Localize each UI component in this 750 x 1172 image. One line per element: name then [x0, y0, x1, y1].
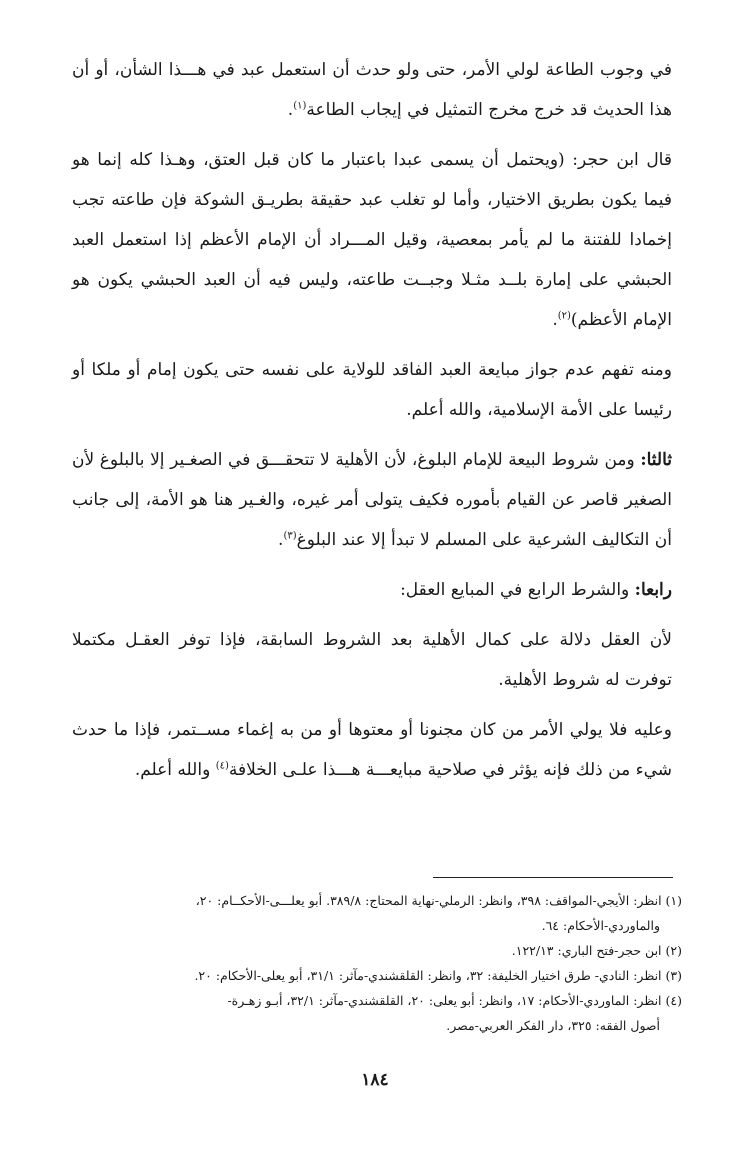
paragraph-2: قال ابن حجر: (ويحتمل أن يسمى عبدا باعتبار ما كان قبل العتق، وهـذا كله إنما هو فيما يكون بطريق الاختيار، وأما لو تغلب عبد حقيقة بطريـق الشوكة فإن طاعته تجب إخمادا للفتنة ما لم يأمر بمعصية، وقيل المـــراد أن الإمام الأعظم إذا استعمل العبد الحبشي على إمارة بلــد مثـلا وجبــت طاعته، وليس فيه أن العبد الحبشي يكون هو الإمام الأعظم)$^{(٢)}$. — [72, 150, 672, 330]
footnote-1: (١) انظر: الأيجي-المواقف: ٣٩٨، وانظر: الرملي-نهاية المحتاج: ٣٨٩/٨. أبو يعلـــى-الأحكــام: ٢٠، — [195, 893, 682, 908]
section-label-fourth: رابعا: — [634, 580, 672, 600]
footnote-ref[interactable]: (١) — [293, 100, 307, 112]
footnotes — [72, 888, 682, 1038]
paragraph-1: في وجوب الطاعة لولي الأمر، حتى ولو حدث أن استعمل عبد في هـــذا الشأن، أو أن هذا الحديث قد خرج مخرج التمثيل في إيجاب الطاعة$^{(١)}$. — [72, 60, 672, 120]
footnote-4: (٤) انظر: الماوردي-الأحكام: ١٧، وانظر: أبو يعلى: ٢٠، القلقشندي-مآثر: ٣٢/١، أبـو زهـرة- — [227, 993, 682, 1008]
paragraph-6: لأن العقل دلالة على كمال الأهلية بعد الشروط السابقة، فإذا توفر العقـل مكتملا توفرت له شروط الأهلية. — [72, 630, 672, 690]
footnote-ref[interactable]: (٤) — [215, 760, 229, 772]
footnote-4-continued: أصول الفقه: ٣٢٥، دار الفكر العربي-مصر. — [446, 1018, 660, 1033]
main-text — [72, 50, 672, 796]
paragraph-7: وعليه فلا يولي الأمر من كان مجنونا أو معتوها أو من به إغماء مســتمر، فإذا ما حدث شيء من ذلك فإنه يؤثر في صلاحية مبايعـــة هـــذا علـى الخلافة$^{(٤)}$ والله أعلم. — [72, 720, 672, 780]
footnote-1-continued: والماوردي-الأحكام: ٦٤. — [541, 918, 660, 933]
footnote-ref[interactable]: (٢) — [557, 310, 571, 322]
footnote-ref[interactable]: (٣) — [283, 530, 297, 542]
paragraph-3: ومنه تفهم عدم جواز مبايعة العبد الفاقد للولاية على نفسه حتى يكون إمام أو ملكا أو رئيسا على الأمة الإسلامية، والله أعلم. — [72, 360, 672, 420]
page-number: ١٨٤ — [361, 1070, 389, 1090]
footnote-2: (٢) ابن حجر-فتح الباري: ١٢٢/١٣. — [511, 943, 682, 958]
footnote-3: (٣) انظر: النادي- طرق اختيار الخليفة: ٣٢، وانظر: القلقشندي-مآثر: ٣١/١، أبو يعلى-الأحكام: ٢٠. — [194, 968, 682, 983]
footnote-divider — [433, 877, 673, 878]
paragraph-5: رابعا: والشرط الرابع في المبايع العقل: — [400, 580, 672, 600]
paragraph-4: ثالثا: ومن شروط البيعة للإمام البلوغ، لأن الأهلية لا تتحقـــق في الصغـير إلا بالبلوغ لأن الصغير قاصر عن القيام بأموره فكيف يتولى أمر غيره، والغـير هنا هو الأمة، إلى جانب أن التكاليف الشرعية على المسلم لا تبدأ إلا عند البلوغ$^{(٣)}$. — [72, 450, 673, 550]
section-label-third: ثالثا: — [640, 450, 673, 470]
